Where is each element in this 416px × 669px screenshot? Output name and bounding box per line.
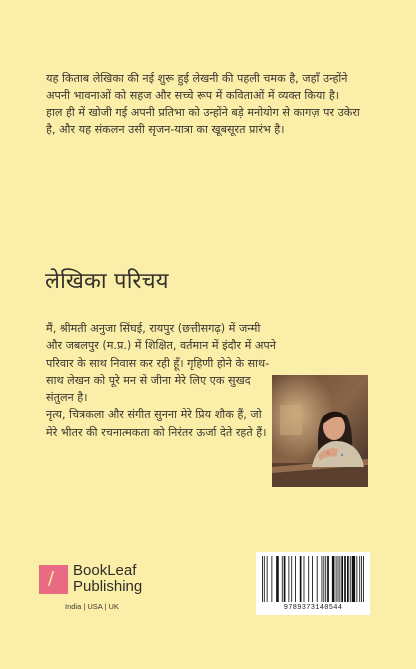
barcode-bar: [323, 556, 324, 602]
author-bio: [46, 320, 276, 441]
isbn-number: 9789373140544: [283, 604, 343, 612]
barcode-bar: [361, 556, 362, 602]
barcode-bar: [288, 556, 289, 602]
barcode-bar: [304, 556, 305, 602]
barcode-bar: [262, 556, 263, 602]
author-heading: लेखिका परिचय: [45, 269, 169, 294]
author-portrait-image: [272, 375, 368, 487]
intro-paragraph-1: यह किताब लेखिका की नई शुरू हुई लेखनी की पहली चमक है, जहाँ उन्होंने अपनी भावनाओं को सहज और सच्चे रूप में कविताओं में व्यक्त किया है।: [46, 72, 348, 102]
barcode-bar: [282, 556, 283, 602]
barcode-bar: [338, 556, 339, 602]
barcode-bar: [356, 556, 357, 602]
intro-text: [46, 70, 371, 138]
barcode-bar: [284, 556, 286, 602]
barcode-bar: [317, 556, 318, 602]
barcode-bar: [325, 556, 326, 602]
barcode-bar: [336, 556, 337, 602]
barcode-bars-icon: [262, 556, 364, 602]
publisher-mark-glyph: /: [48, 568, 55, 589]
barcode-bar: [352, 556, 355, 602]
barcode-bar: [363, 556, 364, 602]
barcode-bar: [350, 556, 351, 602]
barcode-bar: [347, 556, 349, 602]
publisher-mark-icon: [39, 565, 68, 594]
isbn-barcode: [256, 552, 370, 615]
publisher-name-line1: BookLeaf: [73, 562, 137, 579]
author-photo: [272, 375, 368, 487]
barcode-bar: [308, 556, 309, 602]
barcode-bar: [344, 556, 346, 602]
barcode-bar: [341, 556, 343, 602]
barcode-bar: [332, 556, 335, 602]
barcode-bar: [267, 556, 268, 602]
barcode-bar: [339, 556, 340, 602]
barcode-bar: [359, 556, 360, 602]
barcode-bar: [271, 556, 272, 602]
bio-paragraph-2: नृत्य, चित्रकला और संगीत सुनना मेरे प्रिय शौक हैं, जो मेरे भीतर की रचनात्मकता को निरंतर ऊर्जा देते रहते हैं।: [46, 408, 267, 439]
barcode-bar: [312, 556, 313, 602]
publisher-logo: [39, 563, 179, 623]
barcode-bar: [327, 556, 329, 602]
barcode-bar: [295, 556, 296, 602]
publisher-regions: India | USA | UK: [65, 602, 119, 611]
intro-paragraph-2: हाल ही में खोजी गई अपनी प्रतिभा को उन्होंने बड़े मनोयोग से कागज़ पर उकेरा है, और यह संकलन उसी सृजन-यात्रा का खूबसूरत प्रारंभ है।: [46, 106, 360, 136]
barcode-bar: [291, 556, 292, 602]
publisher-name-line2: Publishing: [73, 578, 143, 595]
barcode-bar: [264, 556, 265, 602]
bio-paragraph-1: मैं, श्रीमती अनुजा सिंघई, रायपुर (छत्तीसगढ़) में जन्मी और जबलपुर (म.प्र.) में शिक्षित, वर्तमान में इंदौर में अपने परिवार के साथ निवास कर रही हूँ। गृहिणी होने के साथ-साथ लेखन को पूरे मन से जीना मेरे लिए एक सुखद संतुलन है।: [46, 322, 276, 405]
barcode-bar: [300, 556, 302, 602]
barcode-bar: [322, 556, 323, 602]
barcode-bar: [276, 556, 279, 602]
publisher-name: [73, 563, 142, 595]
